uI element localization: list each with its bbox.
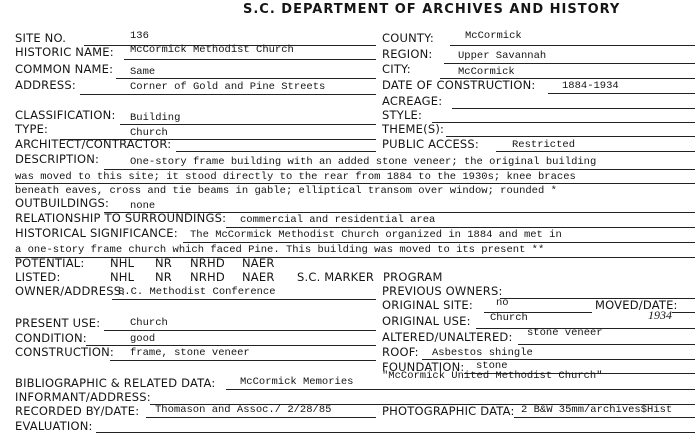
description-rule-2 bbox=[15, 183, 695, 184]
roof-label: ROOF: bbox=[382, 345, 419, 359]
description-line-1: One-story frame building with an added stone veneer; the original building bbox=[130, 156, 597, 168]
potential-naer: NAER bbox=[242, 256, 275, 270]
potential-nhl: NHL bbox=[110, 256, 135, 270]
owner-address-value: S.C. Methodist Conference bbox=[118, 286, 276, 298]
evaluation-line bbox=[96, 432, 695, 433]
description-line-2: was moved to this site; it stood directly to the rear from 1884 to the 1930s; knee braces bbox=[15, 171, 576, 183]
common-name-line bbox=[116, 78, 376, 79]
listed-nrhd: NRHD bbox=[190, 270, 225, 284]
region-line bbox=[444, 63, 695, 64]
present-use-label: PRESENT USE: bbox=[15, 316, 101, 330]
construction-label: CONSTRUCTION: bbox=[15, 345, 114, 359]
classification-line bbox=[120, 124, 376, 125]
relationship-value: commercial and residential area bbox=[240, 214, 436, 226]
description-label: DESCRIPTION: bbox=[15, 152, 100, 166]
site-no-label: SITE NO. bbox=[15, 31, 67, 45]
evaluation-label: EVALUATION: bbox=[15, 419, 93, 433]
roof-value: Asbestos shingle bbox=[432, 347, 533, 359]
construction-value: frame, stone veneer bbox=[130, 347, 250, 359]
photographic-value: 2 B&W 35mm/archives$Hist bbox=[521, 404, 673, 416]
region-label: REGION: bbox=[382, 47, 433, 61]
city-label: CITY: bbox=[382, 62, 411, 76]
county-line bbox=[450, 45, 695, 46]
relationship-line bbox=[226, 227, 695, 228]
bibliographic-label: BIBLIOGRAPHIC & RELATED DATA: bbox=[15, 376, 216, 390]
moved-date-label: MOVED/DATE: bbox=[595, 298, 678, 312]
county-value: McCormick bbox=[465, 30, 522, 42]
address-label: ADDRESS: bbox=[15, 78, 76, 92]
potential-label: POTENTIAL: bbox=[15, 256, 85, 270]
foundation-value: stone bbox=[476, 360, 508, 372]
historic-name-value: McCormick Methodist Church bbox=[130, 44, 294, 56]
recorded-by-line bbox=[146, 417, 376, 418]
description-rule-1 bbox=[104, 169, 695, 170]
historic-name-line bbox=[124, 59, 376, 60]
themes-label: THEME(S): bbox=[382, 122, 445, 136]
architect-label: ARCHITECT/CONTRACTOR: bbox=[15, 137, 172, 151]
historical-significance-line-2: a one-story frame church which faced Pine. This building was moved to its present ** bbox=[15, 244, 545, 256]
condition-line bbox=[86, 345, 376, 346]
foundation-label: FOUNDATION: bbox=[382, 360, 465, 374]
original-use-value: Church bbox=[490, 312, 528, 324]
bibliographic-line bbox=[226, 389, 695, 390]
public-access-line bbox=[496, 151, 695, 152]
form-title: S.C. DEPARTMENT OF ARCHIVES AND HISTORY bbox=[243, 2, 621, 17]
potential-nrhd: NRHD bbox=[190, 256, 225, 270]
original-site-label: ORIGINAL SITE: bbox=[382, 298, 473, 312]
recorded-by-label: RECORDED BY/DATE: bbox=[15, 404, 140, 418]
potential-nr: NR bbox=[155, 256, 172, 270]
listed-nhl: NHL bbox=[110, 270, 135, 284]
type-label: TYPE: bbox=[15, 122, 49, 136]
photographic-label: PHOTOGRAPHIC DATA: bbox=[382, 404, 515, 418]
type-value: Church bbox=[130, 127, 168, 139]
historic-name-label: HISTORIC NAME: bbox=[15, 45, 114, 59]
bibliographic-extra: "McCormick United Methodist Church" bbox=[382, 370, 603, 382]
altered-value: stone veneer bbox=[527, 327, 603, 339]
acreage-line bbox=[452, 108, 695, 109]
listed-program: PROGRAM bbox=[383, 270, 443, 284]
present-use-line bbox=[104, 330, 376, 331]
recorded-by-value: Thomason and Assoc./ 2/28/85 bbox=[155, 404, 332, 416]
address-value: Corner of Gold and Pine Streets bbox=[130, 81, 326, 93]
site-no-value: 136 bbox=[130, 30, 149, 42]
previous-owners-label: PREVIOUS OWNERS: bbox=[382, 284, 503, 298]
description-line-3: beneath eaves, cross and tie beams in gable; elliptical transom over window; rounded * bbox=[15, 185, 557, 197]
common-name-label: COMMON NAME: bbox=[15, 62, 114, 76]
relationship-label: RELATIONSHIP TO SURROUNDINGS: bbox=[15, 211, 227, 225]
city-value: McCormick bbox=[458, 66, 515, 78]
date-of-construction-label: DATE OF CONSTRUCTION: bbox=[382, 78, 536, 92]
construction-line bbox=[110, 360, 376, 361]
classification-label: CLASSIFICATION: bbox=[15, 108, 116, 122]
moved-date-line bbox=[672, 312, 695, 313]
present-use-value: Church bbox=[130, 317, 168, 329]
listed-label: LISTED: bbox=[15, 270, 61, 284]
themes-line bbox=[446, 136, 695, 137]
moved-date-value: 1934 bbox=[648, 308, 672, 322]
photographic-line bbox=[514, 417, 695, 418]
date-of-construction-value: 1884-1934 bbox=[562, 80, 619, 92]
classification-value: Building bbox=[130, 112, 181, 124]
listed-nr: NR bbox=[155, 270, 172, 284]
owner-address-label: OWNER/ADDRESS: bbox=[15, 284, 126, 298]
altered-line bbox=[518, 344, 695, 345]
date-of-construction-line bbox=[548, 93, 695, 94]
historical-significance-rule-1 bbox=[183, 242, 695, 243]
original-use-label: ORIGINAL USE: bbox=[382, 314, 471, 328]
listed-naer: NAER bbox=[242, 270, 275, 284]
style-line bbox=[432, 122, 695, 123]
informant-label: INFORMANT/ADDRESS: bbox=[15, 390, 151, 404]
common-name-value: Same bbox=[130, 66, 156, 78]
architect-line bbox=[176, 151, 376, 152]
historical-significance-label: HISTORICAL SIGNIFICANCE: bbox=[15, 226, 178, 240]
altered-label: ALTERED/UNALTERED: bbox=[382, 330, 513, 344]
region-value: Upper Savannah bbox=[458, 50, 547, 62]
bibliographic-value: McCormick Memories bbox=[240, 376, 354, 388]
county-label: COUNTY: bbox=[382, 31, 434, 45]
condition-value: good bbox=[130, 333, 156, 345]
historical-significance-line-1: The McCormick Methodist Church organized in 1884 and met in bbox=[190, 229, 562, 241]
outbuildings-value: none bbox=[130, 200, 156, 212]
original-site-value: no bbox=[496, 297, 509, 309]
outbuildings-label: OUTBUILDINGS: bbox=[15, 196, 110, 210]
public-access-label: PUBLIC ACCESS: bbox=[382, 137, 479, 151]
owner-address-line bbox=[112, 299, 376, 300]
address-line bbox=[80, 94, 376, 95]
acreage-label: ACREAGE: bbox=[382, 94, 443, 108]
public-access-value: Restricted bbox=[512, 139, 576, 151]
condition-label: CONDITION: bbox=[15, 331, 87, 345]
listed-sc-marker: S.C. MARKER bbox=[297, 270, 375, 284]
style-label: STYLE: bbox=[382, 108, 423, 122]
